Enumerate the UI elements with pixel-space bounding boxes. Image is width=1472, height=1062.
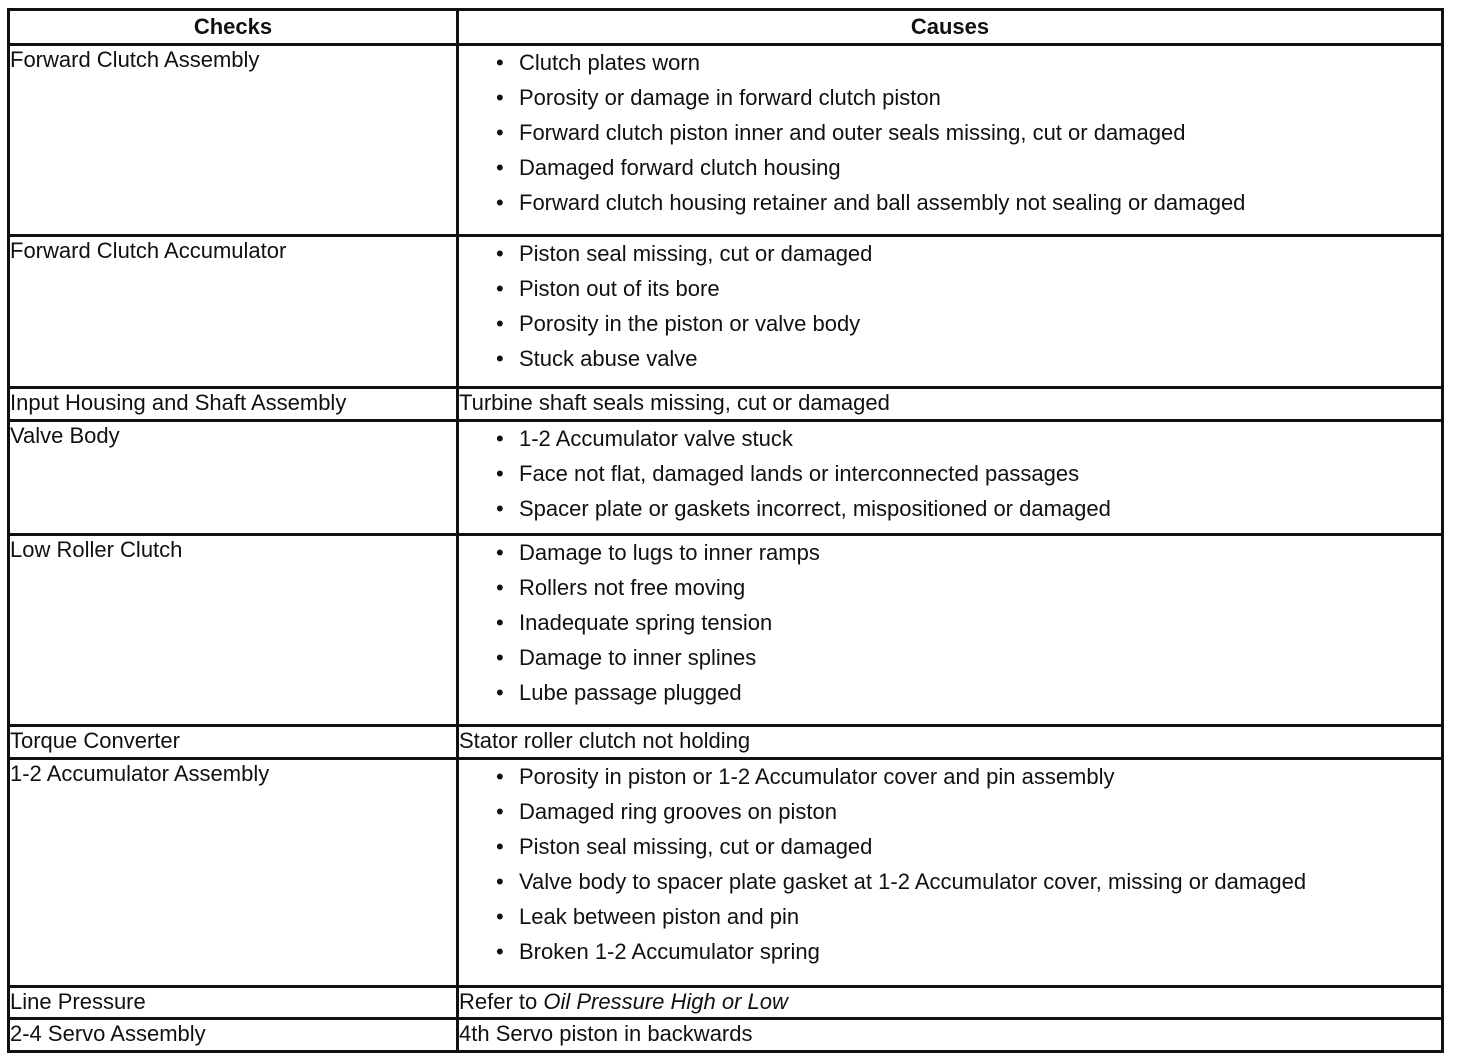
causes-cell <box>458 235 1443 388</box>
bullet-icon: • <box>496 85 504 110</box>
bullet-icon: • <box>496 495 504 521</box>
table-row <box>9 1019 1443 1052</box>
table-row <box>9 726 1443 758</box>
cause-item: • Damage to inner splines <box>496 645 757 671</box>
table-row <box>9 535 1443 726</box>
cause-prefix: Refer to <box>459 988 544 1014</box>
causes-cell <box>458 420 1443 535</box>
cause-item: • Forward clutch piston inner and outer seals missing, cut or damaged <box>496 120 1186 145</box>
cause-list <box>459 760 1441 968</box>
table-row <box>9 388 1443 420</box>
cause-text-cell: Turbine shaft seals missing, cut or damaged <box>458 388 1443 420</box>
cause-list <box>459 536 1441 709</box>
header-row <box>9 10 1443 45</box>
check-cell: Torque Converter <box>9 726 458 758</box>
cause-item: • Spacer plate or gaskets incorrect, mispositioned or damaged <box>496 495 1111 521</box>
causes-header: Causes <box>458 10 1443 45</box>
cause-item: • Face not flat, damaged lands or interconnected passages <box>496 460 1080 486</box>
cause-item: • Forward clutch housing retainer and ball assembly not sealing or damaged <box>496 190 1246 215</box>
check-cell: 1-2 Accumulator Assembly <box>9 758 458 986</box>
table-row <box>9 758 1443 986</box>
cause-list <box>459 237 1441 375</box>
cause-item: • Lube passage plugged <box>496 680 742 706</box>
bullet-icon: • <box>496 275 504 301</box>
cause-item: • Leak between piston and pin <box>496 903 800 929</box>
cause-item: • Piston seal missing, cut or damaged <box>496 833 873 859</box>
bullet-icon: • <box>496 903 504 929</box>
check-cell: Valve Body <box>9 420 458 535</box>
bullet-icon: • <box>496 763 504 789</box>
bullet-icon: • <box>496 345 504 371</box>
bullet-icon: • <box>496 798 504 824</box>
cause-list <box>459 46 1441 219</box>
bullet-icon: • <box>496 50 504 75</box>
cause-item: • 1-2 Accumulator valve stuck <box>496 425 793 451</box>
cause-item: • Porosity or damage in forward clutch piston <box>496 85 941 110</box>
bullet-icon: • <box>496 460 504 486</box>
checks-header: Checks <box>9 10 458 45</box>
cause-item: • Inadequate spring tension <box>496 610 773 636</box>
table-row <box>9 420 1443 535</box>
cause-item: • Rollers not free moving <box>496 575 746 601</box>
cause-text-cell: Stator roller clutch not holding <box>458 726 1443 758</box>
cause-text-cell <box>458 986 1443 1018</box>
cause-item: • Clutch plates worn <box>496 50 700 75</box>
bullet-icon: • <box>496 938 504 964</box>
bullet-icon: • <box>496 540 504 566</box>
cause-item: • Valve body to spacer plate gasket at 1-2 Accumulator cover, missing or damaged <box>496 868 1307 894</box>
bullet-icon: • <box>496 868 504 894</box>
cause-item: • Damaged ring grooves on piston <box>496 798 837 824</box>
diagnosis-table <box>7 8 1444 1053</box>
cause-item: • Piston out of its bore <box>496 275 720 301</box>
causes-cell <box>458 45 1443 236</box>
cause-item: • Stuck abuse valve <box>496 345 698 371</box>
cause-item: • Damaged forward clutch housing <box>496 155 841 180</box>
causes-cell <box>458 535 1443 726</box>
bullet-icon: • <box>496 833 504 859</box>
bullet-icon: • <box>496 610 504 636</box>
cause-item: • Porosity in the piston or valve body <box>496 310 861 336</box>
bullet-icon: • <box>496 645 504 671</box>
cause-item: • Broken 1-2 Accumulator spring <box>496 938 820 964</box>
table-row <box>9 986 1443 1018</box>
cause-item: • Porosity in piston or 1-2 Accumulator cover and pin assembly <box>496 763 1115 789</box>
check-cell: Input Housing and Shaft Assembly <box>9 388 458 420</box>
cause-text-cell: 4th Servo piston in backwards <box>458 1019 1443 1052</box>
table-row <box>9 45 1443 236</box>
check-cell: Forward Clutch Accumulator <box>9 235 458 388</box>
check-cell: Line Pressure <box>9 986 458 1018</box>
bullet-icon: • <box>496 190 504 215</box>
bullet-icon: • <box>496 425 504 451</box>
bullet-icon: • <box>496 575 504 601</box>
bullet-icon: • <box>496 155 504 180</box>
bullet-icon: • <box>496 120 504 145</box>
bullet-icon: • <box>496 310 504 336</box>
cause-reference: Oil Pressure High or Low <box>543 988 788 1014</box>
check-cell: Forward Clutch Assembly <box>9 45 458 236</box>
table-row <box>9 235 1443 388</box>
bullet-icon: • <box>496 680 504 706</box>
bullet-icon: • <box>496 240 504 266</box>
causes-cell <box>458 758 1443 986</box>
cause-item: • Piston seal missing, cut or damaged <box>496 240 873 266</box>
check-cell: Low Roller Clutch <box>9 535 458 726</box>
check-cell: 2-4 Servo Assembly <box>9 1019 458 1052</box>
cause-item: • Damage to lugs to inner ramps <box>496 540 820 566</box>
cause-list <box>459 422 1441 525</box>
